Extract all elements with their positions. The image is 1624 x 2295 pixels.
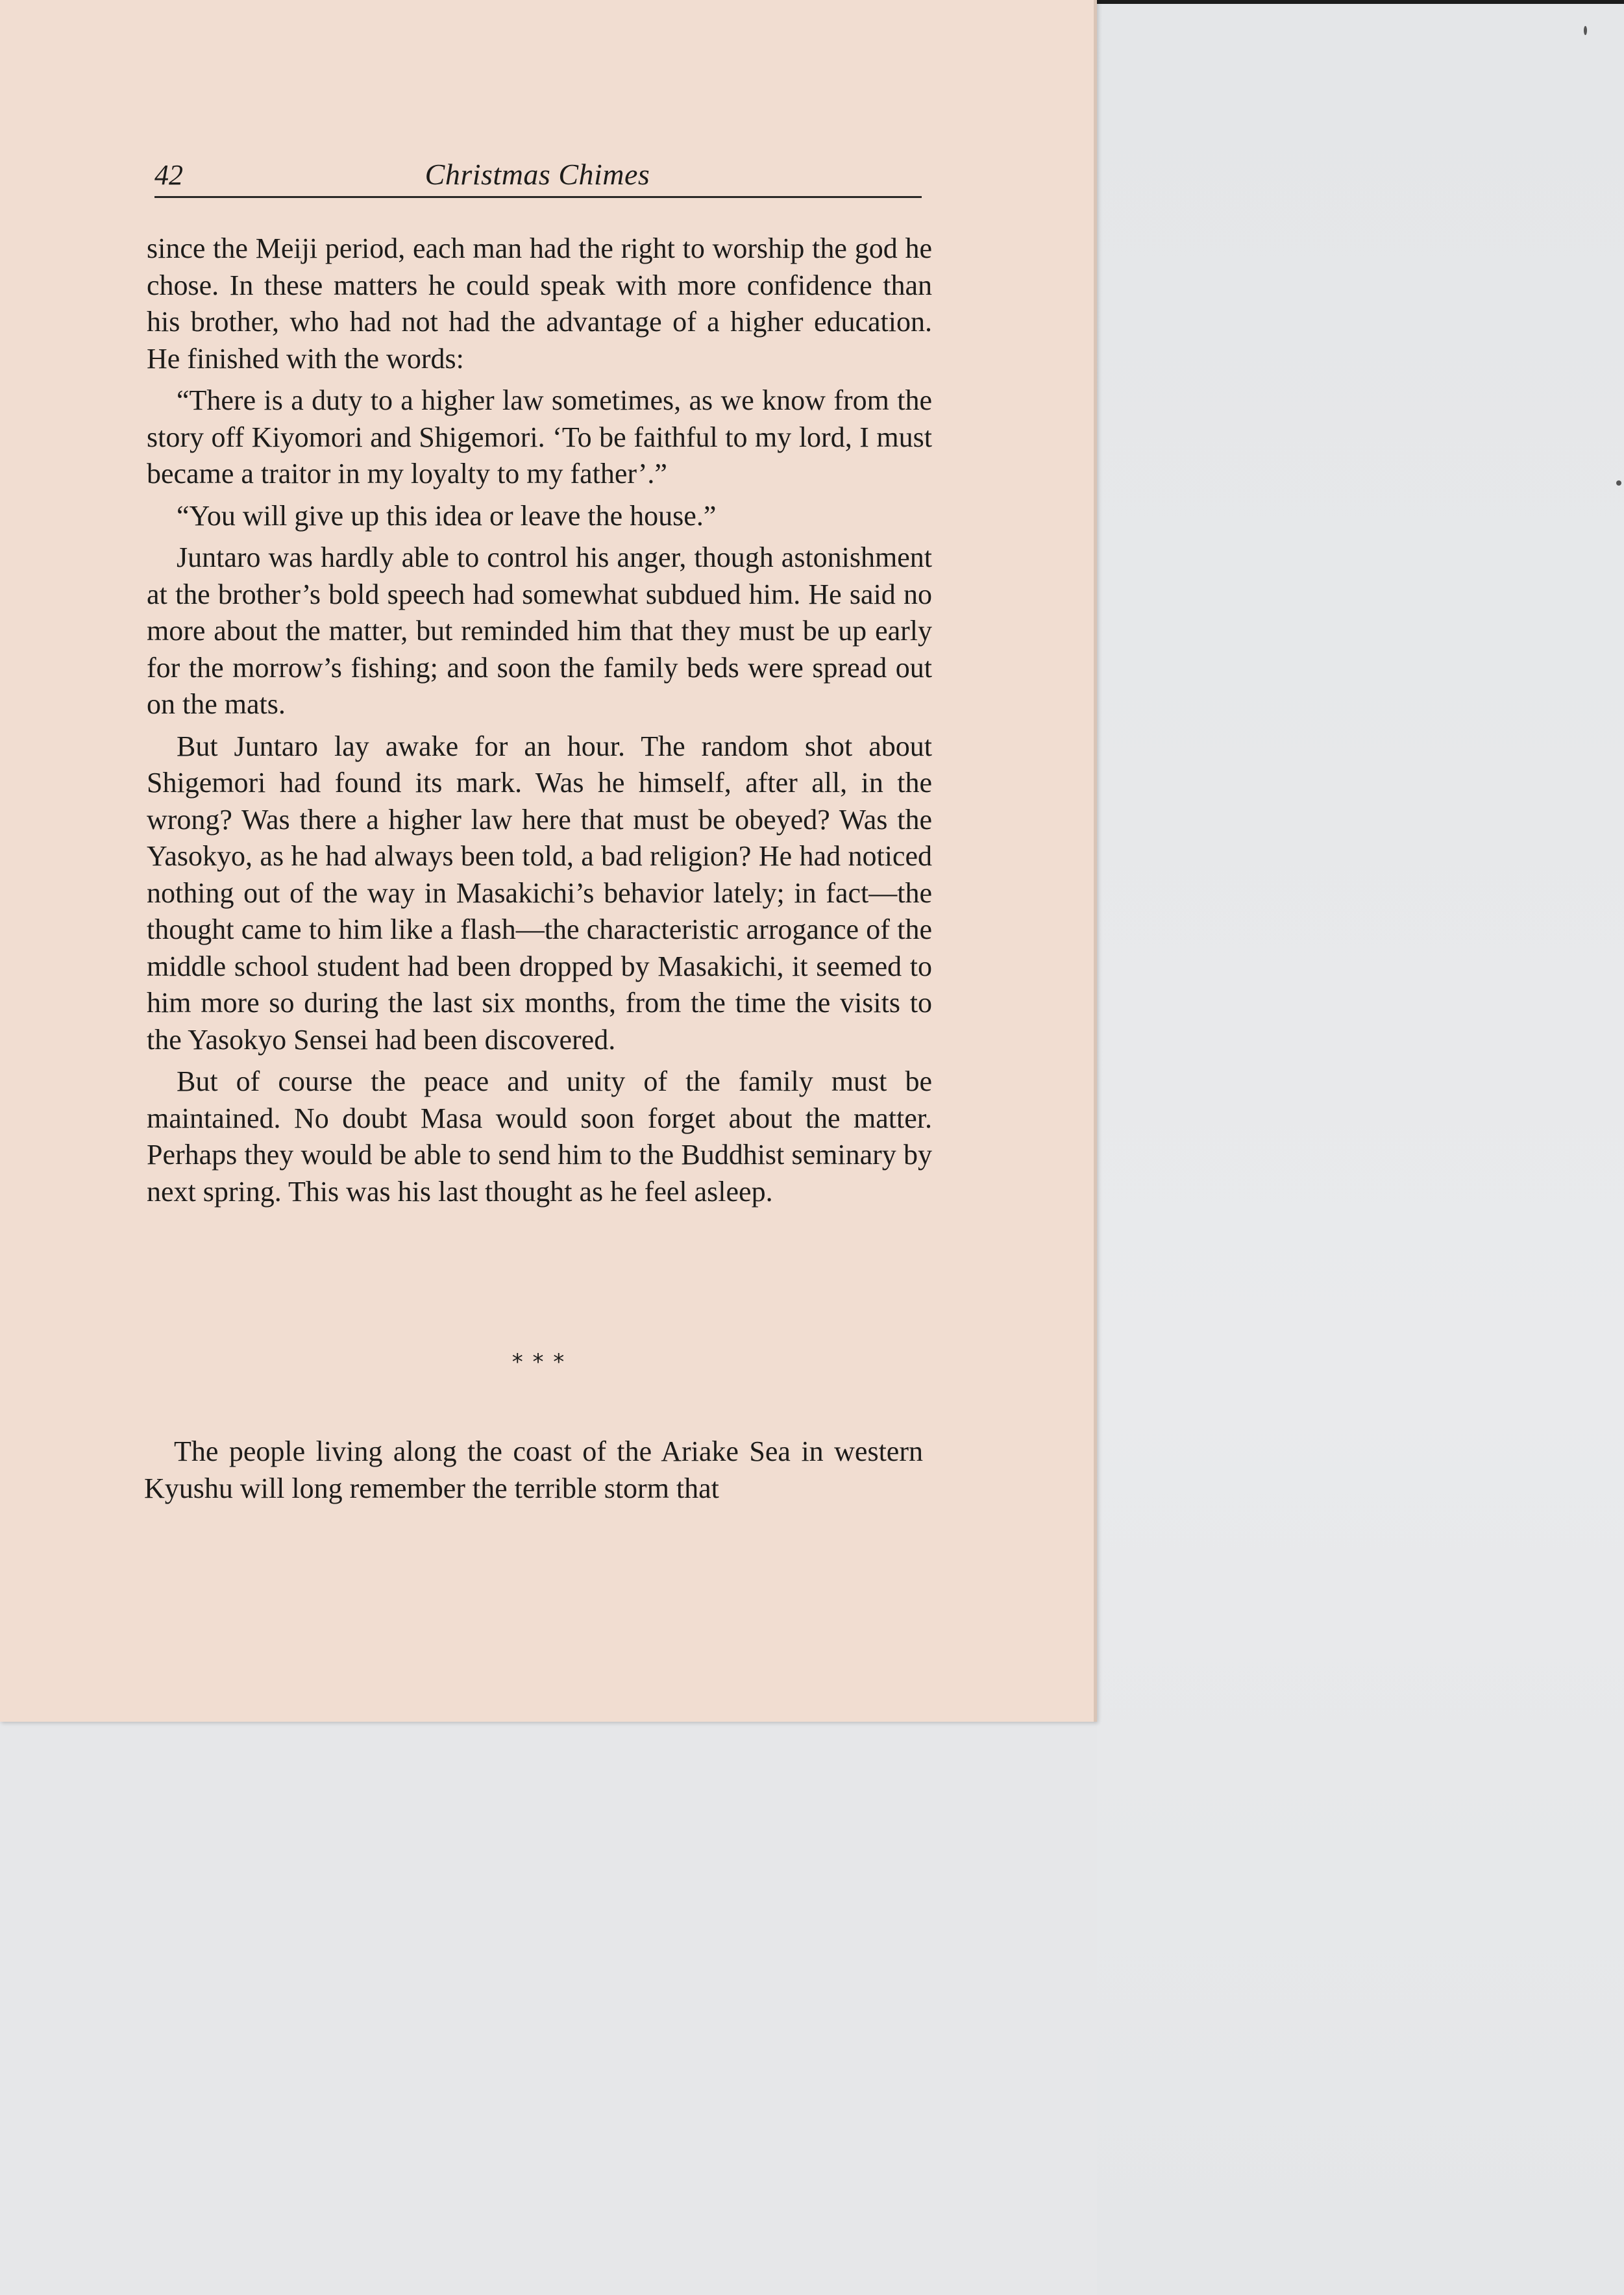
paragraph-1: since the Meiji period, each man had the right to worship the god he chose. In these matters he could speak with more confidence than his brother, who had not had the advantage of a higher education. He finished with the words: [147,232,932,375]
page-number: 42 [154,159,183,191]
closing-paragraph: The people living along the coast of the Ariake Sea in western Kyushu will long remember the terrible storm that [144,1435,923,1504]
running-head [154,148,920,193]
paragraph-2: “There is a duty to a higher law sometimes, as we know from the story off Kiyomori and Shigemori. ‘To be faithful to my lord, I must became a traitor in my loyalty to my father’.” [147,384,932,490]
running-head-rule [154,196,922,198]
paragraph-6: But of course the peace and unity of the family must be maintained. No doubt Masa would soon forget about the matter. Perhaps they would be able to send him to the Buddhist seminary by next spring. This was his last thought as he feel asleep. [147,1065,932,1208]
body-text [147,230,932,1215]
scanner-bed-background [1097,4,1624,2295]
paragraph-4: Juntaro was hardly able to control his anger, though astonishment at the brother’s bold speech had somewhat subdued him. He said no more about the matter, but reminded him that they must be up early for the morrow’s fishing; and soon the family beds were spread out on the mats. [147,541,932,720]
section-divider-asterisks: * * * [511,1349,566,1375]
paragraph-3: “You will give up this idea or leave the house.” [177,499,717,532]
dust-speck [1584,26,1587,35]
paragraph-5: But Juntaro lay awake for an hour. The random shot about Shigemori had found its mark. Was he himself, after all, in the wrong? Was there a higher law here that must be obeyed? Was the Yasokyo, as he had always been told, a bad religion? He had noticed nothing out of the way in Masakichi’s behavior lately; in fact—the thought came to him like a flash—the characteristic arrogance of the middle school student had been dropped by Masakichi, it seemed to him more so during the last six months, from the time the visits to the Yasokyo Sensei had been discovered. [147,730,932,1056]
running-head-title: Christmas Chimes [424,158,650,191]
dust-speck [1616,480,1621,486]
body-text-continued [144,1433,923,1507]
